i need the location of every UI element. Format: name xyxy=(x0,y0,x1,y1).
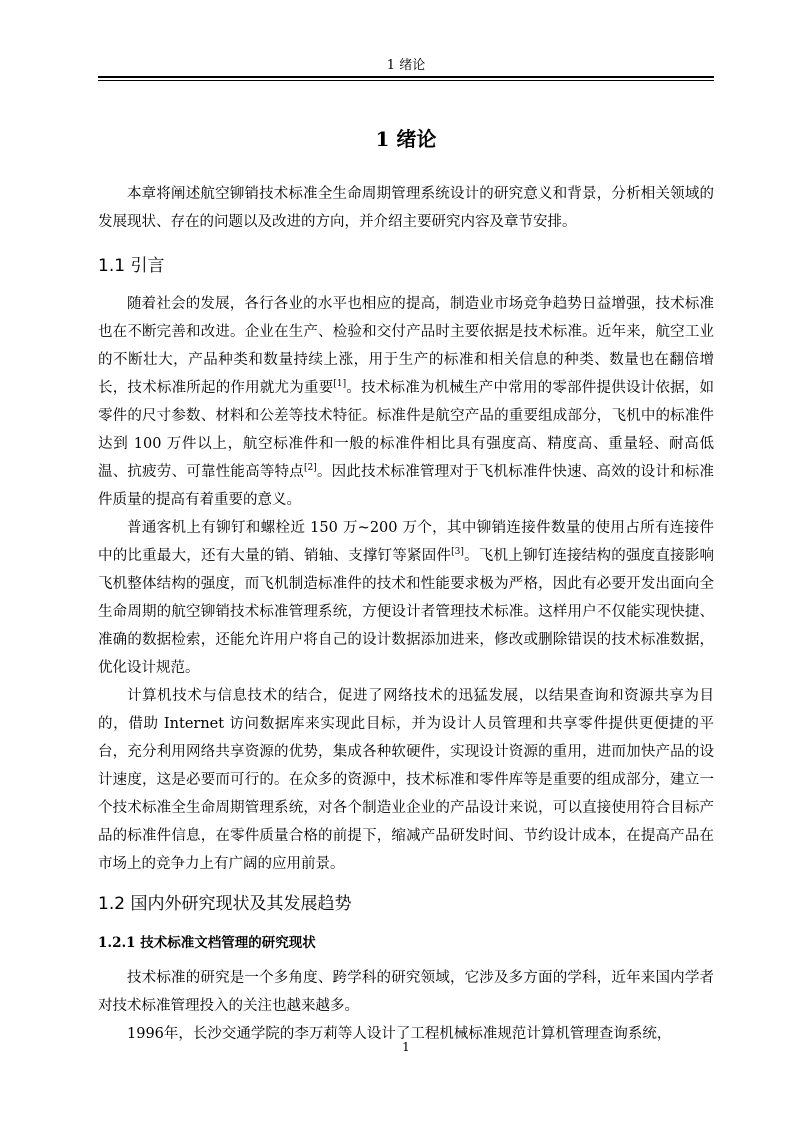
citation-ref-3: [3] xyxy=(451,547,464,558)
subsection-1-2-1-heading: 1.2.1 技术标准文档管理的研究现状 xyxy=(98,935,316,951)
paragraph-text: 。技术标准为机械生产中常用的零部件提供设计依据，如零件的尺寸参数、材料和公差等技术特征。标准件是航空产品的重要组成部分，飞机中的标准件达到 100 万件以上，航空标准件和一般的标准件相比具有强度高、精度高、重量轻、耐高低温、抗疲劳、可靠性能高等特点 xyxy=(98,380,715,480)
page-number: 1 xyxy=(402,1040,410,1054)
section-1-1-paragraph-3: 计算机技术与信息技术的结合，促进了网络技术的迅猛发展，以结果查询和资源共享为目的，借助 Internet 访问数据库来实现此目标，并为设计人员管理和共享零件提供更便捷的平台，充分利用网络共享资源的优势，集成各种软硬件，实现设计资源的重用，进而加快产品的设计速度，这是必要而可行的。在众多的资源中，技术标准和零件库等是重要的组成部分，建立一个技术标准全生命周期管理系统，对各个制造业企业的产品设计来说，可以直接使用符合目标产品的标准件信息，在零件质量合格的前提下，缩减产品研发时间、节约设计成本，在提高产品在市场上的竞争力上有广阔的应用前景。 xyxy=(98,688,714,872)
paragraph-text: 。因此技术标准管理对于飞机标准件快速、高效的设计和标准件质量的提高有着重要的意义。 xyxy=(98,464,715,508)
paragraph-text: 。飞机上铆钉连接结构的强度直接影响飞机整体结构的强度，而飞机制造标准件的技术和性能要求极为严格，因此有必要开发出面向全生命周期的航空铆销技术标准管理系统，方便设计者管理技术标准。这样用户不仅能实现快捷、准确的数据检索，还能允许用户将自己的设计数据添加进来，修改或删除错误的技术标准数据，优化设计规范。 xyxy=(98,548,715,676)
header-rule-thin xyxy=(98,80,714,81)
section-1-1-paragraph-1 xyxy=(98,290,714,514)
chapter-title: 1 绪论 xyxy=(375,127,437,151)
paragraph-text: 随着社会的发展，各行各业的水平也相应的提高，制造业市场竞争趋势日益增强，技术标准也在不断完善和改进。企业在生产、检验和交付产品时主要依据是技术标准。近年来，航空工业的不断壮大，产品种类和数量持续上涨，用于生产的标准和相关信息的种类、数量也在翻倍增长，技术标准所起的作用就尤为重要 xyxy=(98,296,714,396)
running-header: 1 绪论 xyxy=(386,58,426,73)
section-1-1-heading: 1.1 引言 xyxy=(98,256,165,276)
section-1-1-paragraph-2 xyxy=(98,514,714,682)
section-1-2-heading: 1.2 国内外研究现状及其发展趋势 xyxy=(98,894,352,914)
citation-ref-2: [2] xyxy=(304,463,317,474)
citation-ref-1: [1] xyxy=(333,379,347,390)
subsection-1-2-1-paragraph-1: 技术标准的研究是一个多角度、跨学科的研究领域，它涉及多方面的学科，近年来国内学者对技术标准管理投入的关注也越来越多。 xyxy=(98,970,714,1014)
paragraph-text: 普通客机上有铆钉和螺栓近 150 万~200 万个，其中铆销连接件数量的使用占所有连接件中的比重最大，还有大量的销、销轴、支撑钉等紧固件 xyxy=(98,520,714,564)
intro-paragraph: 本章将阐述航空铆销技术标准全生命周期管理系统设计的研究意义和背景，分析相关领域的发展现状、存在的问题以及改进的方向，并介绍主要研究内容及章节安排。 xyxy=(98,186,714,230)
subsection-1-2-1-paragraph-2: 1996年，长沙交通学院的李万莉等人设计了工程机械标准规范计算机管理查询系统， xyxy=(127,1026,672,1042)
header-rule-thick xyxy=(98,76,714,78)
document-page xyxy=(98,0,714,1122)
body-text xyxy=(98,180,714,1048)
